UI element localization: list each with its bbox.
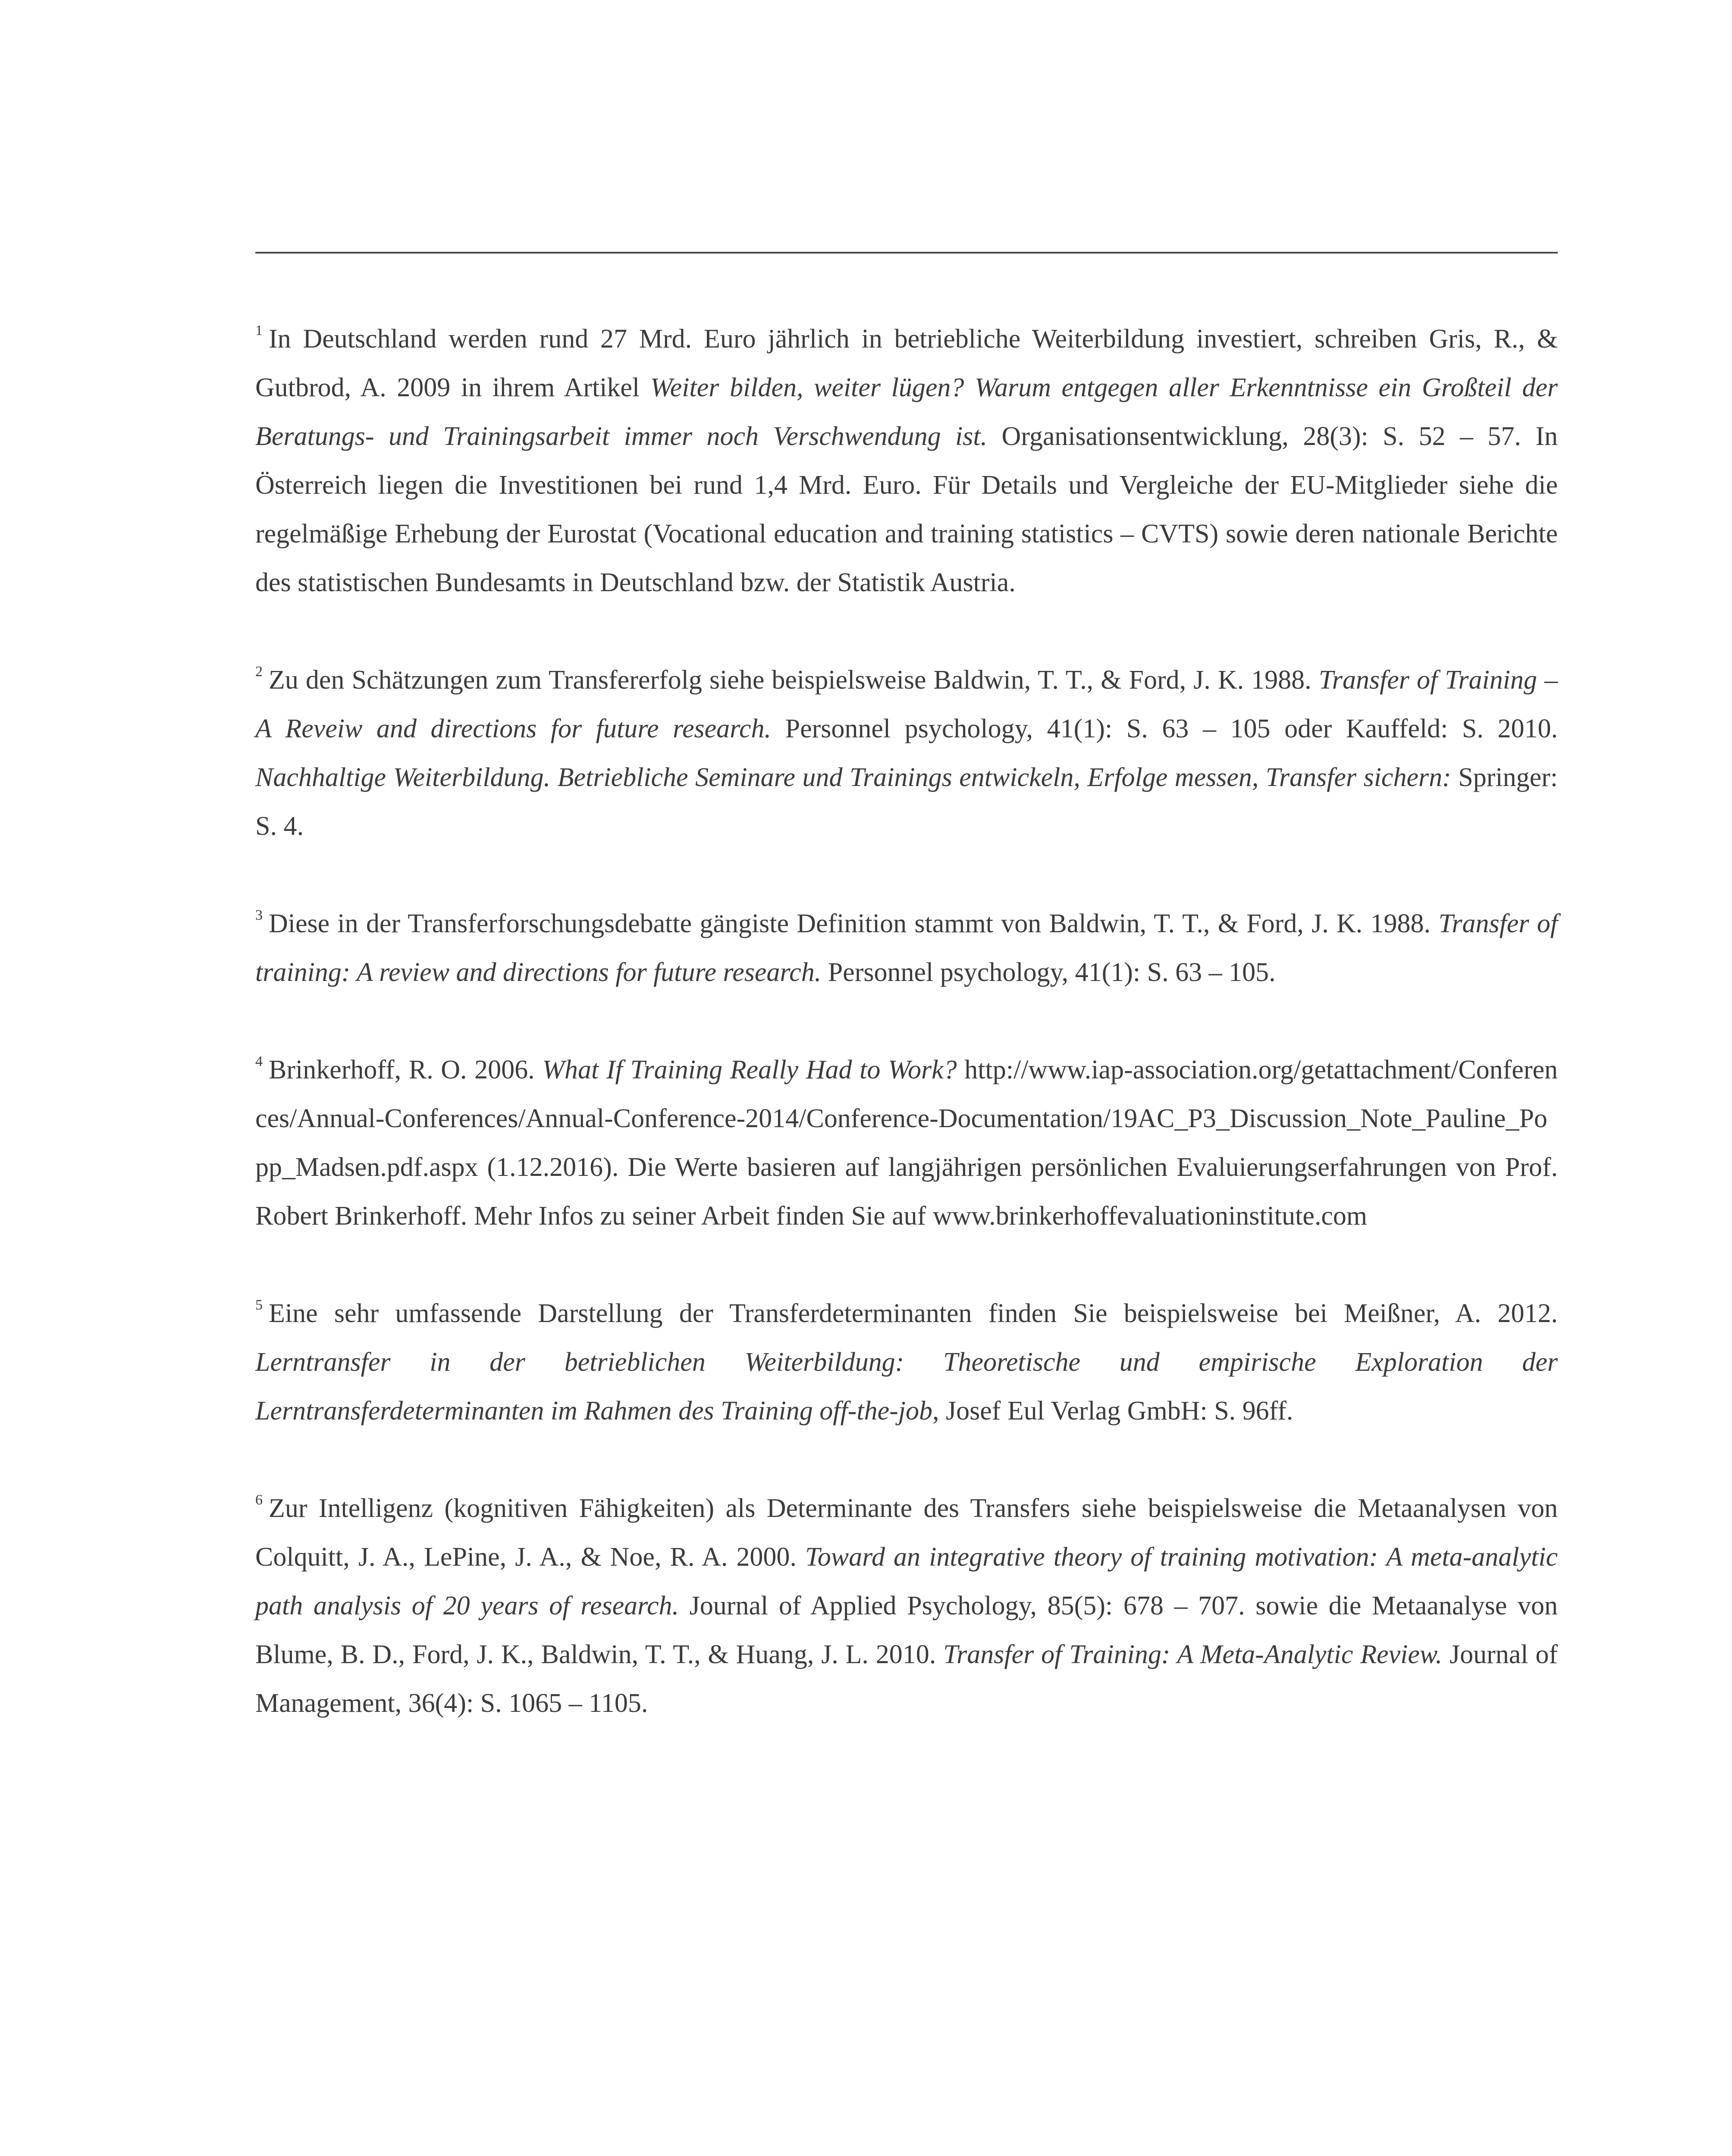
footnotes-section xyxy=(255,315,1558,1777)
footnote-italic-title: Weiter bilden, weiter lügen? Warum entgegen aller Erkenntnisse ein Großteil der Beratungs- und Trainingsarbeit immer noch Verschwendung ist. xyxy=(255,373,1558,451)
footnote-1 xyxy=(255,315,1558,607)
footnote-text: Journal of Management, 36(4): S. 1065 – 1105. xyxy=(255,1640,1558,1718)
footnote-number: 5 xyxy=(255,1297,263,1313)
footnote-number: 4 xyxy=(255,1053,263,1070)
footnote-number: 3 xyxy=(255,907,263,924)
footnote-6 xyxy=(255,1484,1558,1728)
footnote-2 xyxy=(255,656,1558,851)
footnote-text-with-url: http://www.iap-association.org/getattachment/Conferences/Annual-Conferences/Annual-Conference-2014/Conference-Documentation/19AC_P3_Discussion_Note_Pauline_Popp_Madsen.pdf.aspx (1.12.2016). Die Werte basieren auf langjährigen persönlichen Evaluierungserfahrungen von Prof. Robert Brinkerhoff. Mehr Infos zu seiner Arbeit finden Sie auf www.brinkerhoffevaluationinstitute.com xyxy=(255,1055,1558,1231)
footnote-italic-title: Transfer of Training: A Meta-Analytic Review. xyxy=(943,1640,1443,1669)
footnote-separator-rule xyxy=(255,252,1558,254)
footnote-italic-title: What If Training Really Had to Work? xyxy=(542,1055,957,1084)
footnote-text: Journal of Applied Psychology, 85(5): 678 – 707. sowie die Metaanalyse von Blume, B. D., Ford, J. K., Baldwin, T. T., & Huang, J. L. 2010. xyxy=(255,1591,1558,1669)
footnote-text: Organisationsentwicklung, 28(3): S. 52 – 57. In Österreich liegen die Investitionen bei rund 1,4 Mrd. Euro. Für Details und Vergleiche der EU-Mitglieder siehe die regelmäßige Erhebung der Eurostat (Vocational education and training statistics – CVTS) sowie deren nationale Berichte des statistischen Bundesamts in Deutschland bzw. der Statistik Austria. xyxy=(255,422,1558,597)
footnote-5 xyxy=(255,1289,1558,1435)
footnote-text: Personnel psychology, 41(1): S. 63 – 105. xyxy=(821,958,1276,987)
footnote-italic-title: Nachhaltige Weiterbildung. Betriebliche Seminare und Trainings entwickeln, Erfolge messen, Transfer sichern: xyxy=(255,763,1451,792)
footnote-text: Diese in der Transferforschungsdebatte gängiste Definition stammt von Baldwin, T. T., & Ford, J. K. 1988. xyxy=(269,909,1439,938)
footnote-text: Zur Intelligenz (kognitiven Fähigkeiten) als Determinante des Transfers siehe beispielsweise die Metaanalysen von Colquitt, J. A., LePine, J. A., & Noe, R. A. 2000. xyxy=(255,1494,1558,1572)
footnote-number: 2 xyxy=(255,664,263,680)
footnote-italic-title: Toward an integrative theory of training motivation: A meta-analytic path analysis of 20 years of research. xyxy=(255,1542,1558,1620)
footnote-italic-title: Transfer of training: A review and directions for future research. xyxy=(255,909,1558,987)
footnote-text: In Deutschland werden rund 27 Mrd. Euro jährlich in betriebliche Weiterbildung investiert, schreiben Gris, R., & Gutbrod, A. 2009 in ihrem Artikel xyxy=(255,324,1558,402)
footnote-4 xyxy=(255,1046,1558,1241)
footnote-italic-title: Lerntransfer in der betrieblichen Weiterbildung: Theoretische und empirische Exploration der Lerntransferdeterminanten im Rahmen des Training off-the-job xyxy=(255,1348,1558,1426)
footnote-text: Eine sehr umfassende Darstellung der Transferdeterminanten finden Sie beispielsweise bei Meißner, A. 2012. xyxy=(269,1299,1558,1328)
footnote-text: , Josef Eul Verlag GmbH: S. 96ff. xyxy=(932,1396,1293,1426)
footnote-number: 1 xyxy=(255,323,263,339)
footnote-3 xyxy=(255,899,1558,997)
footnote-text: Zu den Schätzungen zum Transfererfolg siehe beispielsweise Baldwin, T. T., & Ford, J. K. 1988. xyxy=(269,665,1319,695)
footnote-italic-title: Transfer of Training – A Reveiw and directions for future research. xyxy=(255,665,1558,743)
footnote-number: 6 xyxy=(255,1492,263,1508)
footnote-text: Springer: S. 4. xyxy=(255,763,1558,841)
footnote-text: Personnel psychology, 41(1): S. 63 – 105 oder Kauffeld: S. 2010. xyxy=(771,714,1558,743)
footnote-text: Brinkerhoff, R. O. 2006. xyxy=(269,1055,543,1084)
